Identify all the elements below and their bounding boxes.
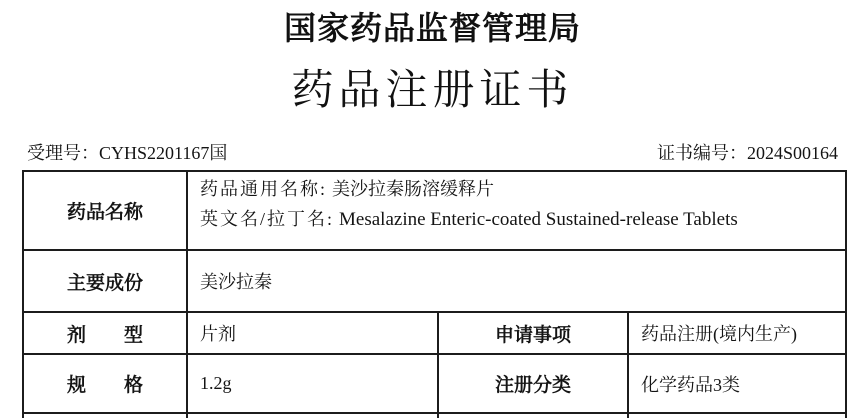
- application-item-label: 申请事项: [438, 312, 628, 354]
- certificate-number-label: 证书编号：: [656, 143, 747, 163]
- acceptance-number-value: CYHS2201167国: [99, 143, 228, 163]
- generic-name-label: 药品通用名称:: [200, 179, 328, 199]
- certificate-number: [657, 139, 838, 165]
- table-row-partial: [23, 413, 846, 418]
- dosage-form-value: 片剂: [187, 312, 438, 354]
- english-name-label: 英文名/拉丁名:: [200, 209, 335, 229]
- reference-number-row: [27, 139, 838, 165]
- application-item-value: 药品注册(境内生产): [628, 312, 846, 354]
- registration-class-value: 化学药品3类: [628, 354, 846, 413]
- partial-cell: [187, 413, 438, 418]
- specification-label: 规 格: [23, 354, 187, 413]
- generic-name-line: [200, 174, 839, 204]
- main-ingredient-label: 主要成份: [23, 250, 187, 312]
- english-name-value: Mesalazine Enteric-coated Sustained-release Tablets: [339, 209, 738, 230]
- dosage-form-label: 剂 型: [23, 312, 187, 354]
- generic-name-value: 美沙拉秦肠溶缓释片: [332, 179, 495, 199]
- english-name-line: [200, 204, 839, 235]
- drug-name-value-cell: [187, 171, 846, 250]
- table-row-specification: [23, 354, 846, 413]
- main-ingredient-value: 美沙拉秦: [187, 250, 846, 312]
- certificate-table: [22, 170, 847, 418]
- table-row-drug-name: [23, 171, 846, 250]
- partial-cell: [23, 413, 187, 418]
- table-row-dosage-form: [23, 312, 846, 354]
- document-title: 药品注册证书: [291, 68, 574, 114]
- table-row-main-ingredient: [23, 250, 846, 312]
- certificate-table-container: [22, 170, 849, 418]
- specification-value: 1.2g: [187, 354, 438, 413]
- issuing-authority-title: 国家药品监督管理局: [283, 10, 581, 46]
- partial-cell: [438, 413, 628, 418]
- certificate-number-value: 2024S00164: [746, 143, 838, 163]
- registration-class-label: 注册分类: [438, 354, 628, 413]
- acceptance-number: [27, 139, 227, 165]
- partial-cell: [628, 413, 846, 418]
- drug-name-label: 药品名称: [23, 171, 187, 250]
- acceptance-number-label: 受理号：: [27, 143, 99, 163]
